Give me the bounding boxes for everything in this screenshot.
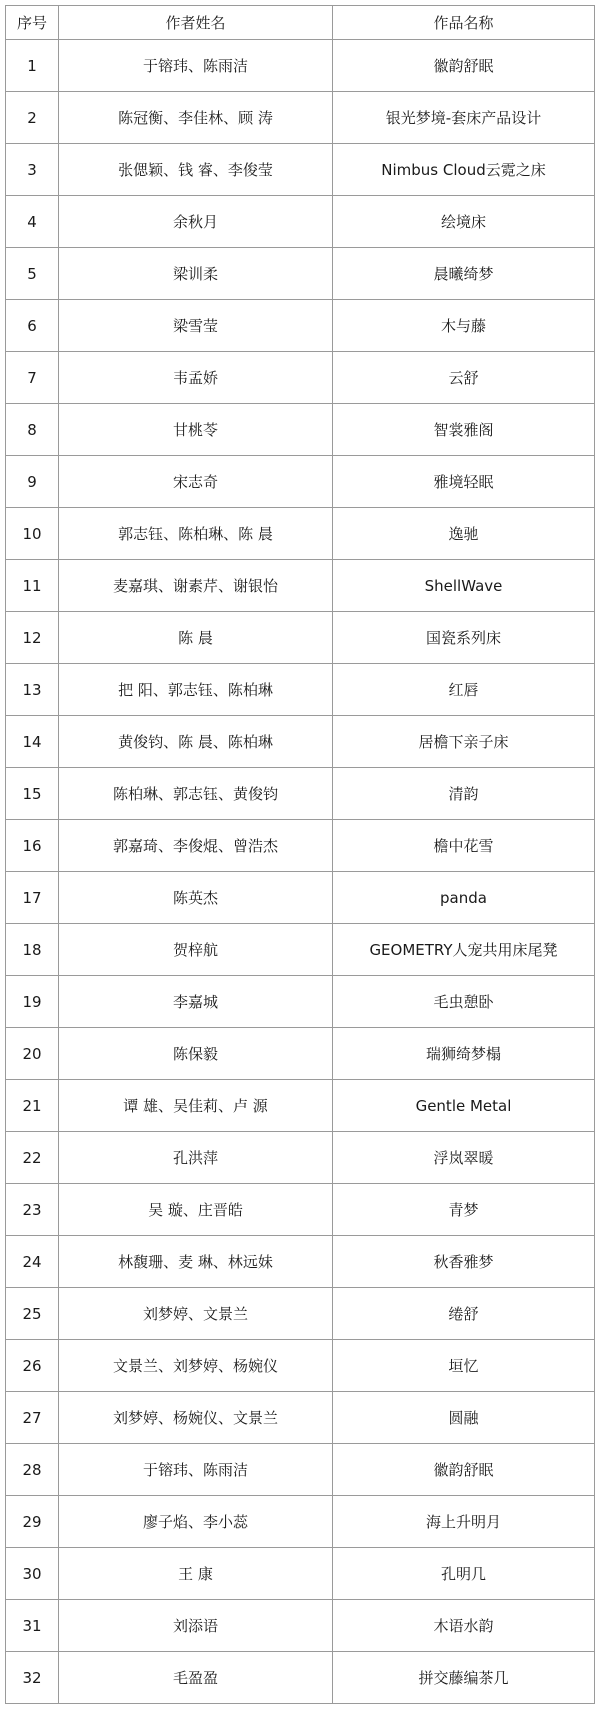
cell-number: 12	[6, 612, 59, 664]
cell-work-title: 拼交藤编茶几	[333, 1652, 595, 1704]
table-row	[6, 560, 595, 612]
cell-number: 28	[6, 1444, 59, 1496]
cell-work-title: 垣忆	[333, 1340, 595, 1392]
cell-author-name: 郭嘉琦、李俊焜、曾浩杰	[59, 820, 333, 872]
cell-work-title: 银光梦境-套床产品设计	[333, 92, 595, 144]
award-list-table	[5, 5, 595, 1704]
table-row	[6, 1496, 595, 1548]
cell-author-name: 陈英杰	[59, 872, 333, 924]
cell-work-title: Gentle Metal	[333, 1080, 595, 1132]
cell-work-title: 海上升明月	[333, 1496, 595, 1548]
cell-author-name: 余秋月	[59, 196, 333, 248]
cell-author-name: 麦嘉琪、谢素芹、谢银怡	[59, 560, 333, 612]
cell-number: 18	[6, 924, 59, 976]
cell-work-title: 木与藤	[333, 300, 595, 352]
cell-number: 27	[6, 1392, 59, 1444]
cell-number: 23	[6, 1184, 59, 1236]
table-row	[6, 248, 595, 300]
cell-work-title: 智裳雅阁	[333, 404, 595, 456]
table-row	[6, 976, 595, 1028]
cell-number: 26	[6, 1340, 59, 1392]
table-row	[6, 1444, 595, 1496]
cell-number: 14	[6, 716, 59, 768]
table-header-row	[6, 6, 595, 40]
cell-author-name: 陈柏琳、郭志钰、黄俊钧	[59, 768, 333, 820]
cell-author-name: 陈保毅	[59, 1028, 333, 1080]
header-number: 序号	[6, 6, 59, 40]
cell-work-title: 青梦	[333, 1184, 595, 1236]
cell-number: 21	[6, 1080, 59, 1132]
cell-author-name: 于镕玮、陈雨洁	[59, 1444, 333, 1496]
table-row	[6, 196, 595, 248]
cell-author-name: 刘梦婷、杨婉仪、文景兰	[59, 1392, 333, 1444]
cell-work-title: Nimbus Cloud云霓之床	[333, 144, 595, 196]
cell-number: 11	[6, 560, 59, 612]
cell-work-title: 圆融	[333, 1392, 595, 1444]
table-row	[6, 1288, 595, 1340]
cell-number: 10	[6, 508, 59, 560]
table-row	[6, 716, 595, 768]
table-row	[6, 352, 595, 404]
cell-author-name: 于镕玮、陈雨洁	[59, 40, 333, 92]
table-row	[6, 872, 595, 924]
cell-number: 25	[6, 1288, 59, 1340]
cell-number: 22	[6, 1132, 59, 1184]
cell-work-title: 国瓷系列床	[333, 612, 595, 664]
cell-number: 5	[6, 248, 59, 300]
cell-author-name: 韦孟娇	[59, 352, 333, 404]
cell-work-title: 徽韵舒眠	[333, 1444, 595, 1496]
cell-work-title: 秋香雅梦	[333, 1236, 595, 1288]
cell-number: 9	[6, 456, 59, 508]
cell-number: 24	[6, 1236, 59, 1288]
cell-number: 6	[6, 300, 59, 352]
cell-author-name: 王 康	[59, 1548, 333, 1600]
cell-number: 7	[6, 352, 59, 404]
table-row	[6, 924, 595, 976]
cell-work-title: 云舒	[333, 352, 595, 404]
cell-work-title: 孔明几	[333, 1548, 595, 1600]
cell-work-title: 木语水韵	[333, 1600, 595, 1652]
table-row	[6, 40, 595, 92]
cell-number: 3	[6, 144, 59, 196]
table-row	[6, 1080, 595, 1132]
cell-author-name: 孔洪萍	[59, 1132, 333, 1184]
cell-author-name: 梁训柔	[59, 248, 333, 300]
table-row	[6, 612, 595, 664]
cell-author-name: 把 阳、郭志钰、陈柏琳	[59, 664, 333, 716]
cell-work-title: 晨曦绮梦	[333, 248, 595, 300]
cell-work-title: 徽韵舒眠	[333, 40, 595, 92]
header-author-name: 作者姓名	[59, 6, 333, 40]
cell-author-name: 宋志奇	[59, 456, 333, 508]
table-row	[6, 1132, 595, 1184]
cell-number: 31	[6, 1600, 59, 1652]
cell-work-title: ShellWave	[333, 560, 595, 612]
cell-work-title: 毛虫憩卧	[333, 976, 595, 1028]
table-row	[6, 1548, 595, 1600]
cell-work-title: 浮岚翠暖	[333, 1132, 595, 1184]
cell-number: 29	[6, 1496, 59, 1548]
cell-work-title: 绘境床	[333, 196, 595, 248]
table-row	[6, 1392, 595, 1444]
table-row	[6, 1184, 595, 1236]
table-body	[6, 40, 595, 1704]
cell-work-title: 绻舒	[333, 1288, 595, 1340]
cell-work-title: 红唇	[333, 664, 595, 716]
table-row	[6, 1600, 595, 1652]
cell-author-name: 文景兰、刘梦婷、杨婉仪	[59, 1340, 333, 1392]
table-row	[6, 300, 595, 352]
cell-work-title: 逸驰	[333, 508, 595, 560]
cell-author-name: 李嘉城	[59, 976, 333, 1028]
cell-author-name: 毛盈盈	[59, 1652, 333, 1704]
table-row	[6, 404, 595, 456]
cell-number: 2	[6, 92, 59, 144]
table-row	[6, 1028, 595, 1080]
cell-author-name: 吴 璇、庄晋皓	[59, 1184, 333, 1236]
table-row	[6, 144, 595, 196]
cell-work-title: 瑞狮绮梦榻	[333, 1028, 595, 1080]
cell-number: 16	[6, 820, 59, 872]
cell-author-name: 廖子焰、李小蕊	[59, 1496, 333, 1548]
cell-author-name: 梁雪莹	[59, 300, 333, 352]
cell-number: 4	[6, 196, 59, 248]
cell-author-name: 刘添语	[59, 1600, 333, 1652]
cell-author-name: 黄俊钧、陈 晨、陈柏琳	[59, 716, 333, 768]
cell-number: 20	[6, 1028, 59, 1080]
cell-author-name: 刘梦婷、文景兰	[59, 1288, 333, 1340]
cell-author-name: 郭志钰、陈柏琳、陈 晨	[59, 508, 333, 560]
table-row	[6, 768, 595, 820]
cell-work-title: 清韵	[333, 768, 595, 820]
cell-number: 30	[6, 1548, 59, 1600]
table-row	[6, 1652, 595, 1704]
cell-number: 1	[6, 40, 59, 92]
cell-author-name: 陈 晨	[59, 612, 333, 664]
cell-number: 32	[6, 1652, 59, 1704]
cell-number: 19	[6, 976, 59, 1028]
cell-author-name: 张偲颖、钱 睿、李俊莹	[59, 144, 333, 196]
table-row	[6, 456, 595, 508]
cell-work-title: 雅境轻眠	[333, 456, 595, 508]
table-row	[6, 820, 595, 872]
table-row	[6, 1236, 595, 1288]
cell-number: 15	[6, 768, 59, 820]
table-row	[6, 508, 595, 560]
table-row	[6, 92, 595, 144]
cell-author-name: 贺梓航	[59, 924, 333, 976]
table-row	[6, 664, 595, 716]
cell-author-name: 甘桃苓	[59, 404, 333, 456]
cell-number: 17	[6, 872, 59, 924]
cell-work-title: GEOMETRY人宠共用床尾凳	[333, 924, 595, 976]
cell-number: 13	[6, 664, 59, 716]
cell-author-name: 陈冠衡、李佳林、顾 涛	[59, 92, 333, 144]
cell-author-name: 谭 雄、吴佳莉、卢 源	[59, 1080, 333, 1132]
header-work-title: 作品名称	[333, 6, 595, 40]
table-row	[6, 1340, 595, 1392]
cell-work-title: panda	[333, 872, 595, 924]
cell-author-name: 林馥珊、麦 琳、林远妹	[59, 1236, 333, 1288]
cell-number: 8	[6, 404, 59, 456]
cell-work-title: 檐中花雪	[333, 820, 595, 872]
cell-work-title: 居檐下亲子床	[333, 716, 595, 768]
